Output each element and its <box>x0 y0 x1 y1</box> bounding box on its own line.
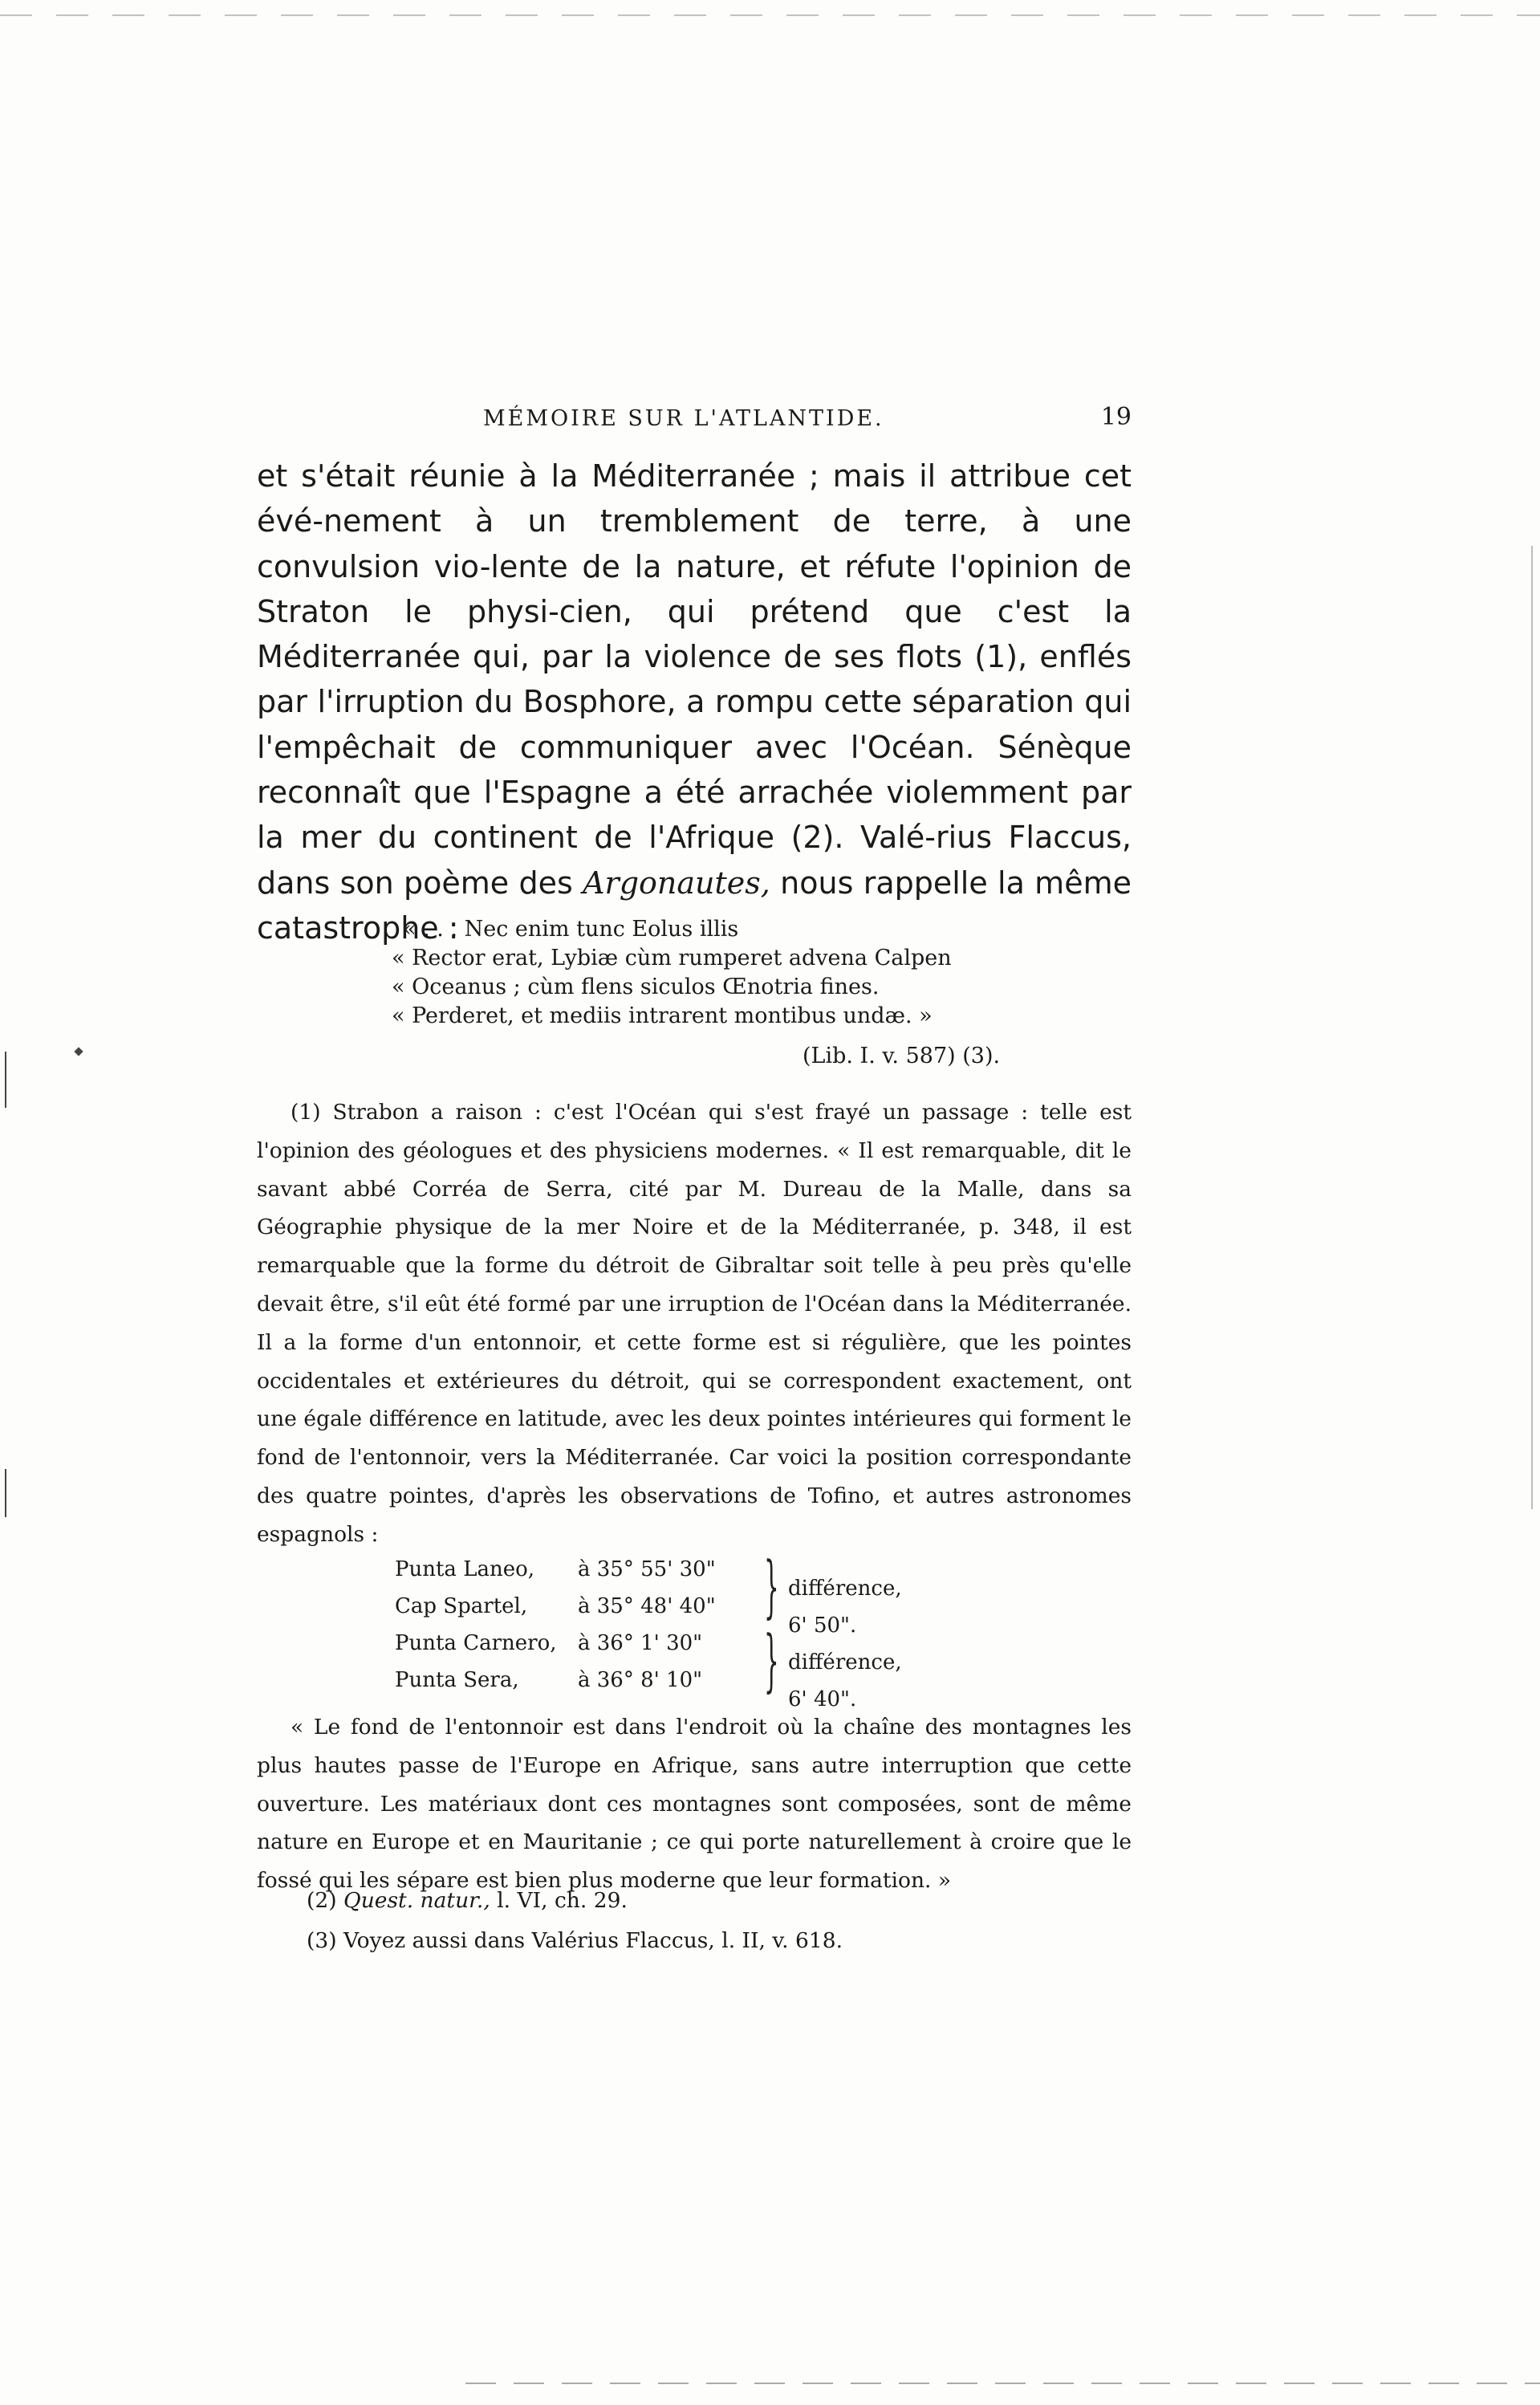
coordinates-table <box>395 1547 902 1711</box>
latitude-value: à 36° 1' 30" <box>578 1631 703 1655</box>
footnote-2-number: (2) <box>307 1888 337 1913</box>
paragraph-text-end: nous rappelle la même catastrophe : <box>257 865 1132 946</box>
scan-edge-bottom <box>465 2383 1540 2384</box>
coordinate-group <box>395 1547 902 1638</box>
brace-icon: } <box>764 1547 779 1626</box>
coordinate-group <box>395 1621 902 1711</box>
footnote-1-quote <box>257 1708 1132 1900</box>
footnote-2 <box>307 1888 628 1913</box>
footnote-2-title: Quest. natur., <box>343 1888 490 1913</box>
latitude-value: à 36° 8' 10" <box>578 1668 703 1692</box>
scan-margin-mark <box>5 1052 6 1108</box>
scan-margin-mark <box>74 1047 83 1056</box>
main-paragraph <box>257 454 1132 950</box>
verse-quotation <box>392 915 952 1031</box>
page-number: 19 <box>1100 403 1132 431</box>
place-name: Punta Carnero, <box>395 1631 557 1655</box>
footnote-2-rest: l. VI, ch. 29. <box>497 1888 628 1913</box>
difference-value: différence, 6' 50". <box>788 1577 902 1638</box>
work-title-italic: Argonautes, <box>583 865 770 901</box>
scan-edge-right <box>1531 546 1533 1509</box>
difference-value: différence, 6' 40". <box>788 1650 902 1711</box>
place-name: Punta Sera, <box>395 1668 519 1692</box>
coordinate-row <box>395 1588 716 1625</box>
brace-icon: } <box>764 1621 779 1699</box>
paragraph <box>257 454 1132 950</box>
scan-margin-mark <box>5 1469 6 1517</box>
footnote-1-text: (1) Strabon a raison : c'est l'Océan qui s'est frayé un passage : telle est l'opinion des géologues et des physiciens modernes. « Il est remarquable, dit le savant abbé Corréa de Serra, cité par M. Dureau de la Malle, dans sa Géographie physique de la mer Noire et de la Méditerranée, p. 348, il est remarquable que la forme du détroit de Gibraltar soit telle à peu près qu'elle devait être, s'il eût été formé par une irruption de l'Océan dans la Méditerranée. Il a la forme d'un entonnoir, et cette forme est si régulière, que les pointes occidentales et extérieures du détroit, qui se correspondent exactement, ont une égale différence en latitude, avec les deux pointes intérieures qui forment le fond de l'entonnoir, vers la Méditerranée. Car voici la position correspondante des quatre pointes, d'après les observations de Tofino, et autres astronomes espagnols : <box>257 1100 1132 1547</box>
latitude-value: à 35° 48' 40" <box>578 1594 716 1618</box>
paragraph-text: et s'était réunie à la Méditerranée ; mais il attribue cet évé-nement à un tremblement de terre, à une convulsion vio-lente de la nature, et réfute l'opinion de Straton le physi-cien, qui prétend que c'est la Méditerranée qui, par la violence de ses flots (1), enflés par l'irruption du Bosphore, a rompu cette séparation qui l'empêchait de communiquer avec l'Océan. Sénèque reconnaît que l'Espagne a été arrachée violemment par la mer du continent de l'Afrique (2). Valé-rius Flaccus, dans son poème des <box>257 458 1132 901</box>
footnote-1 <box>257 1093 1132 1554</box>
verse-line: « Rector erat, Lybiæ cùm rumperet advena Calpen <box>392 946 952 971</box>
place-name: Punta Laneo, <box>395 1557 535 1581</box>
verse-reference: (Lib. I. v. 587) (3). <box>803 1044 1001 1068</box>
coordinate-row <box>395 1551 716 1588</box>
page-header <box>257 403 1132 435</box>
place-name: Cap Spartel, <box>395 1594 528 1618</box>
coordinate-row <box>395 1625 716 1662</box>
verse-line: « . . . Nec enim tunc Eolus illis <box>403 917 739 942</box>
scan-edge-top <box>0 14 1540 16</box>
latitude-value: à 35° 55' 30" <box>578 1557 716 1581</box>
verse-line: « Oceanus ; cùm flens siculos Œnotria fines. <box>392 975 880 999</box>
coordinate-row <box>395 1662 716 1699</box>
footnote-3: (3) Voyez aussi dans Valérius Flaccus, l. II, v. 618. <box>307 1928 843 1953</box>
verse-line: « Perderet, et mediis intrarent montibus undæ. » <box>392 1003 933 1028</box>
running-title: MÉMOIRE SUR L'ATLANTIDE. <box>483 406 884 431</box>
footnote-1-quote-text: « Le fond de l'entonnoir est dans l'endroit où la chaîne des montagnes les plus hautes passe de l'Europe en Afrique, sans autre interruption que cette ouverture. Les matériaux dont ces montagnes sont composées, sont de même nature en Europe et en Mauritanie ; ce qui porte naturellement à croire que le fossé qui les sépare est bien plus moderne que leur formation. » <box>257 1715 1132 1894</box>
